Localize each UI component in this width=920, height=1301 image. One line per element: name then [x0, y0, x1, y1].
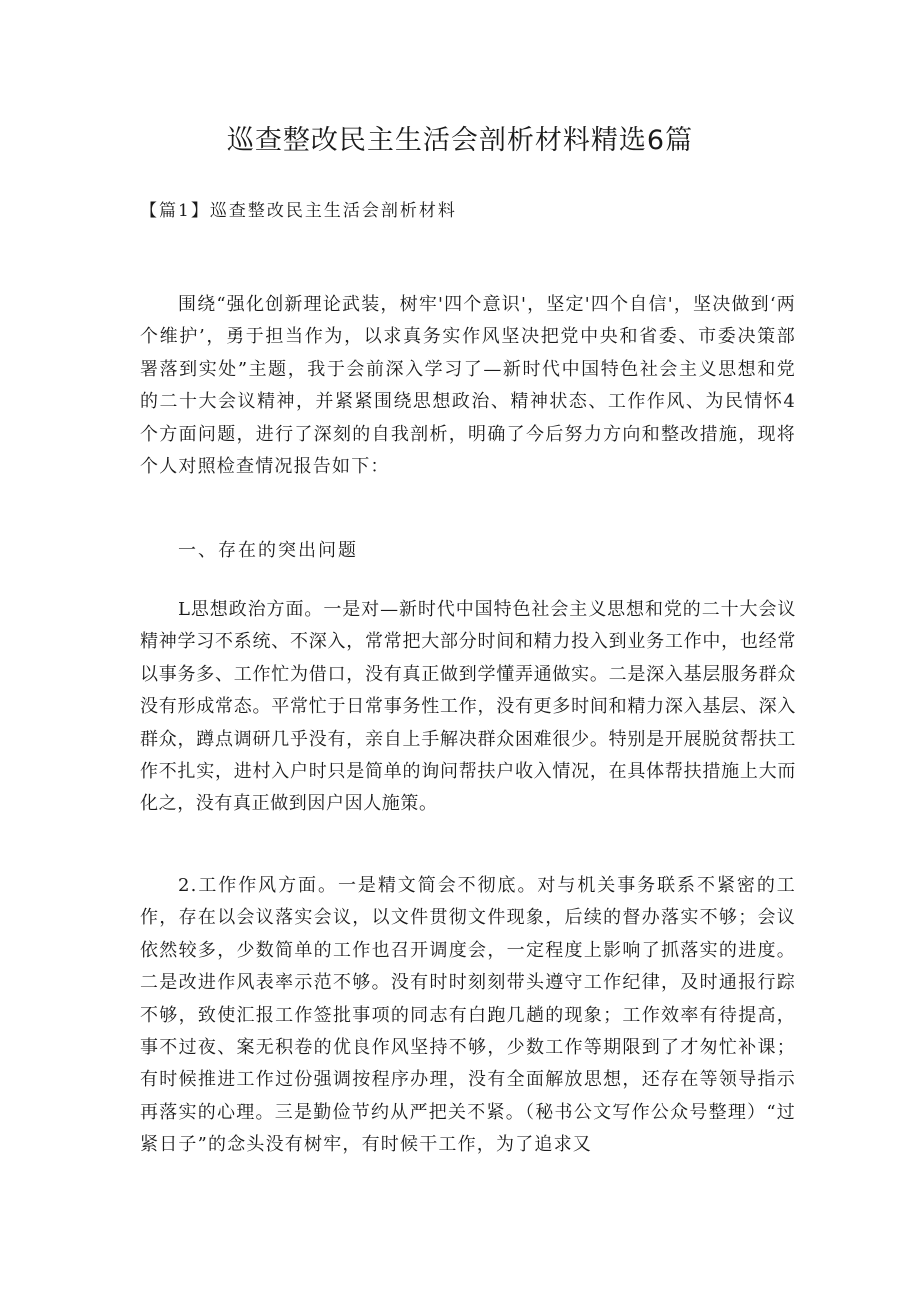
document-title: 巡查整改民主生活会剖析材料精选6篇	[226, 125, 694, 156]
paragraph-work-style: 2.工作作风方面。一是精文简会不彻底。对与机关事务联系不紧密的工作，存在以会议落实会议，以文件贯彻文件现象，后续的督办落实不够；会议依然较多，少数简单的工作也召开调度会，一定程度上影响了抓落实的进度。二是改进作风表率示范不够。没有时时刻刻带头遵守工作纪律，及时通报行踪不够，致使汇报工作签批事项的同志有白跑几趟的现象；工作效率有待提高，事不过夜、案无积卷的优良作风坚持不够，少数工作等期限到了才匆忙补课；有时候推进工作过份强调按程序办理，没有全面解放思想，还存在等领导指示再落实的心理。三是勤俭节约从严把关不紧。（秘书公文写作公众号整理）“过紧日子”的念头没有树牢，有时候干工作，为了追求又	[140, 875, 796, 1156]
section-heading: 【篇1】巡查整改民主生活会剖析材料	[140, 201, 457, 221]
subheading-problems: 一、存在的突出问题	[178, 540, 358, 561]
intro-paragraph: 围绕“强化创新理论武装，树牢'四个意识'，坚定'四个自信'，坚决做到‘两个维护’，勇于担当作为，以求真务实作风坚决把党中央和省委、市委决策部署落到实处”主题，我于会前深入学习了—新时代中国特色社会主义思想和党的二十大会议精神，并紧紧围绕思想政治、精神状态、工作作风、为民情怀4个方面问题，进行了深刻的自我剖析，明确了今后努力方向和整改措施，现将个人对照检查情况报告如下：	[140, 294, 796, 478]
paragraph-ideology: L思想政治方面。一是对—新时代中国特色社会主义思想和党的二十大会议精神学习不系统、不深入，常常把大部分时间和精力投入到业务工作中，也经常以事务多、工作忙为借口，没有真正做到学懂弄通做实。二是深入基层服务群众没有形成常态。平常忙于日常事务性工作，没有更多时间和精力深入基层、深入群众，蹲点调研几乎没有，亲自上手解决群众困难很少。特别是开展脱贫帮扶工作不扎实，进村入户时只是简单的询问帮扶户收入情况，在具体帮扶措施上大而化之，没有真正做到因户因人施策。	[140, 599, 796, 815]
